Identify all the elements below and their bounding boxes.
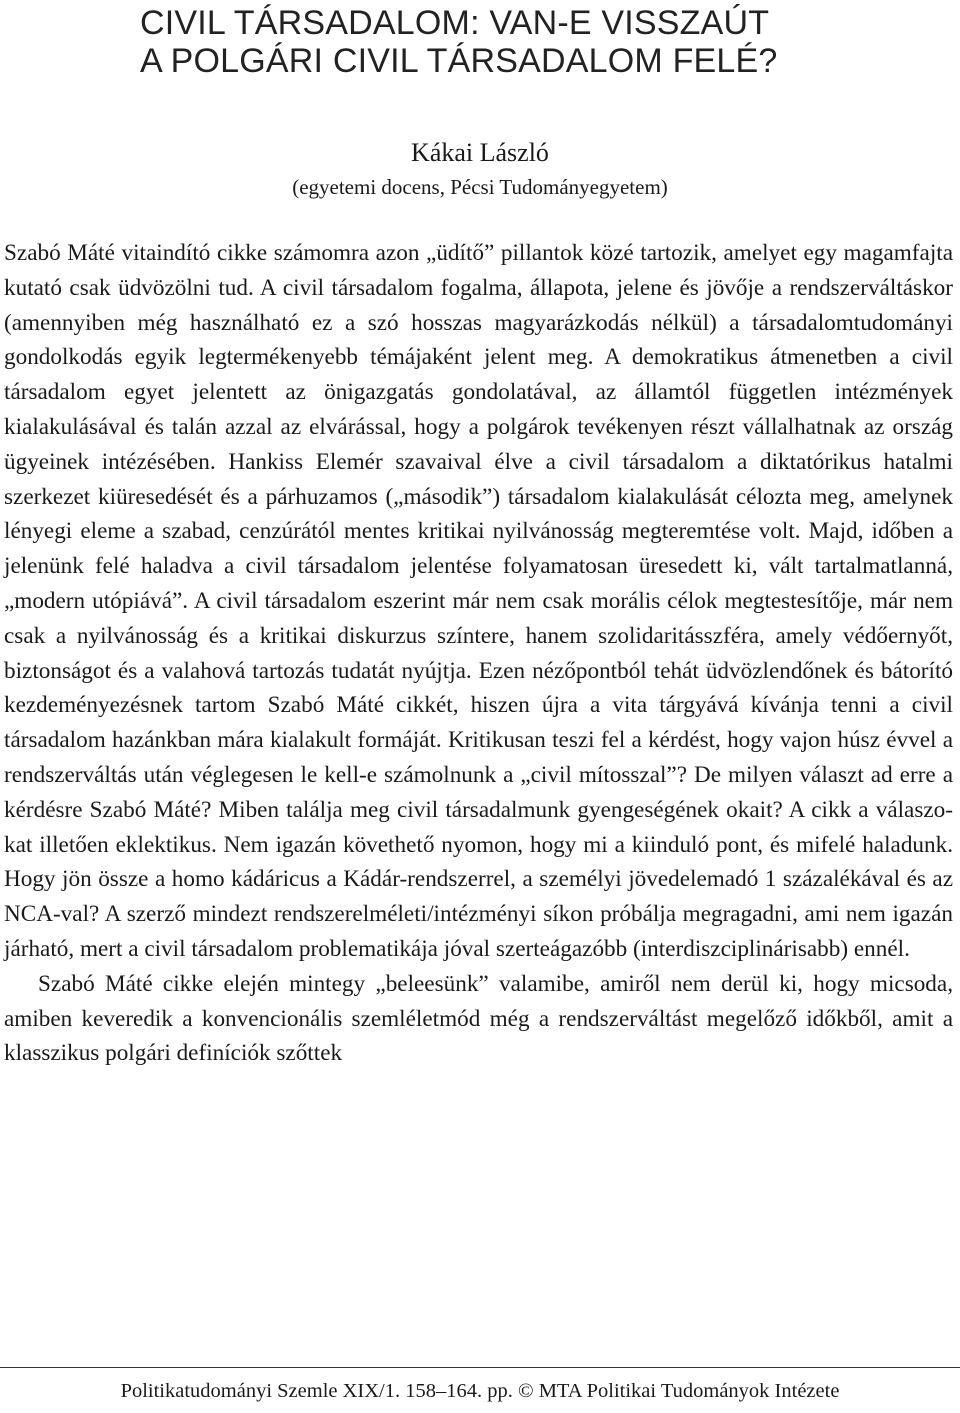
footer-divider: [0, 1367, 960, 1368]
body-paragraph-2: Szabó Máté cikke elején mintegy „beleesünk” valamibe, amiről nem derül ki, hogy micsoda, amiben keveredik a konvencionális szemléletmód még a rendszerváltást megelőző időkből, amit a klasszikus polgári definíciók szőttek: [4, 970, 953, 1067]
author-name: Kákai László: [411, 138, 549, 167]
article-title: [140, 4, 920, 80]
author-affiliation: (egyetemi docens, Pécsi Tudományegyetem): [292, 175, 668, 199]
article-title-line-1: CIVIL TÁRSADALOM: VAN-E VISSZAÚT: [140, 4, 770, 42]
article-body: [4, 236, 953, 1071]
body-paragraph-1: Szabó Máté vitaindító cikke számomra azon „üdítő” pillantok közé tartozik, amelyet egy magamfajta kutató csak üdvözölni tud. A civil társadalom fogalma, állapota, jelene és jövője a rendszerváltáskor (amennyiben még használható ez a szó hosszas magyarázkodás nélkül) a társadalomtudományi gondolkodás egyik legtermékenyebb témájaként jelent meg. A demokratikus átmenetben a civil társadalom egyet jelentett az önigazgatás gondolatával, az államtól független intézmények kialakulásával és talán azzal az elvárással, hogy a polgárok tevékenyen részt vállalhatnak az ország ügyeinek intézésében. Hankiss Elemér szavaival élve a civil társadalom a diktatórikus hatalmi szerkezet kiüresedését és a párhuzamos („második”) társadalom kialakulását célozta meg, amelynek lényegi eleme a szabad, cenzúrától mentes kritikai nyilvánosság megteremtése volt. Majd, időben a jelenünk felé haladva a civil társadalom jelentése folyamatosan üresedett ki, vált tartalmatlanná, „modern utópiává”. A civil társadalom eszerint már nem csak morális célok megtestesítője, már nem csak a nyilvánosság és a kritikai diskurzus színtere, hanem szolidaritásszféra, amely védőernyőt, biztonságot és a valahová tartozás tudatát nyújtja. Ezen nézőpontból tehát üdvözlendőnek és bátorító kezdeményezésnek tartom Szabó Máté cikkét, hiszen újra a vita tárgyává kívánja tenni a civil társadalom hazánkban mára kialakult formáját. Kritikusan teszi fel a kérdést, hogy vajon húsz évvel a rendszerváltás után véglegesen le kell-e számolnunk a „civil mítosszal”? De milyen választ ad erre a kérdésre Szabó Máté? Miben találja meg civil társadalmunk gyengeségének okait? A cikk a válaszokat illetően eklektikus. Nem igazán követhető nyomon, hogy mi a kiinduló pont, és mifelé haladunk. Hogy jön össze a homo kádáricus a Kádár-rendszerrel, a személyi jövedelemadó 1 százalékával és az NCA-val? A szerző mindezt rendszerelméleti/intézményi síkon próbálja megragadni, ami nem igazán járható, mert a civil társadalom problematikája jóval szerteágazóbb (interdiszciplinárisabb) ennél.: [4, 240, 953, 962]
journal-footer: Politikatudományi Szemle XIX/1. 158–164. pp. © MTA Politikai Tudományok Intézete: [120, 1380, 840, 1402]
article-title-line-2: A POLGÁRI CIVIL TÁRSADALOM FELÉ?: [140, 42, 778, 80]
